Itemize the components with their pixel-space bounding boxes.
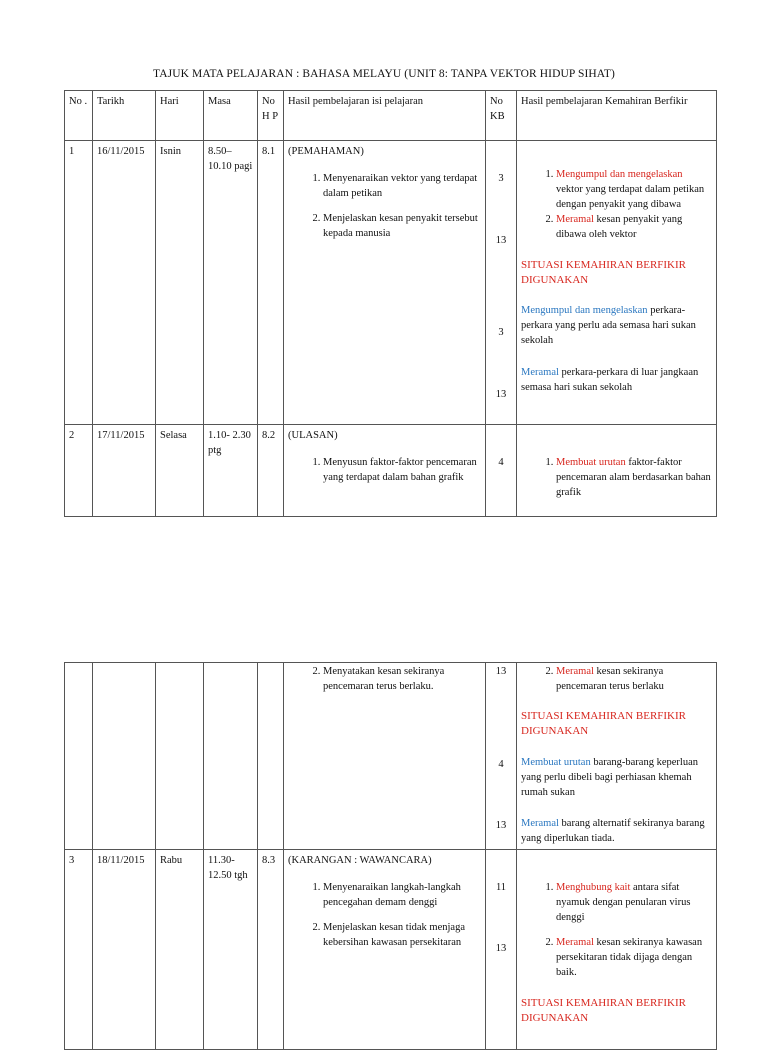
situasi-heading: SITUASI KEMAHIRAN BERFIKIR DIGUNAKAN [521, 997, 687, 1024]
row-nokb [486, 850, 517, 1050]
header-kb: Hasil pembelajaran Kemahiran Berfikir [517, 91, 717, 141]
situasi-item [521, 303, 712, 348]
table-row [65, 663, 717, 850]
kb-number: 13 [495, 666, 507, 677]
objectives-list [288, 171, 481, 241]
header-row [65, 91, 717, 141]
kb-number: 13 [495, 943, 507, 954]
kb-keyword: Meramal [556, 666, 594, 677]
kb-text: kesan sekiranya pencemaran terus berlaku [556, 666, 664, 692]
row-masa: 8.50– 10.10 pagi [204, 141, 258, 425]
objectives-list [288, 664, 481, 694]
row-no: 3 [65, 850, 93, 1050]
kb-keyword: Meramal [556, 214, 594, 225]
row-kb [517, 663, 717, 850]
kb-number: 4 [498, 759, 504, 770]
kb-list [521, 167, 712, 242]
kb-text: perkara-perkara yang perlu ada semasa hari sukan sekolah [521, 305, 696, 346]
situasi-item [521, 755, 712, 800]
row-kb [517, 141, 717, 425]
section-heading: (KARANGAN : WAWANCARA) [288, 855, 432, 866]
kb-list [521, 455, 712, 500]
row-nokb [486, 663, 517, 850]
list-item: 1. Menyusun faktor-faktor pencemaran yang terdapat dalam bahan grafik [323, 455, 481, 485]
row-masa: 11.30- 12.50 tgh [204, 850, 258, 1050]
row-tarikh: 17/11/2015 [93, 425, 156, 517]
objectives-list [288, 880, 481, 950]
kb-number: 13 [495, 235, 507, 246]
table-row [65, 425, 717, 517]
row-no: 1 [65, 141, 93, 425]
header-nohp: No H P [258, 91, 284, 141]
kb-text: faktor-faktor pencemaran alam berdasarkan bahan grafik [556, 457, 711, 498]
page-title: TAJUK MATA PELAJARAN : BAHASA MELAYU (UNIT 8: TANPA VEKTOR HIDUP SIHAT) [153, 68, 615, 80]
kb-text: perkara-perkara di luar jangkaan semasa hari sukan sekolah [521, 367, 699, 393]
kb-number: 3 [498, 327, 504, 338]
table-row [65, 141, 717, 425]
situasi-item [521, 816, 712, 846]
kb-keyword: Membuat urutan [556, 457, 626, 468]
list-item [556, 167, 712, 212]
list-item: 1. Menyenaraikan vektor yang terdapat dalam petikan [323, 171, 481, 201]
kb-number: 13 [495, 389, 507, 400]
row-hasil [284, 141, 486, 425]
row-hari: Isnin [156, 141, 204, 425]
row-nokb [486, 141, 517, 425]
list-item: 2. Menyatakan kesan sekiranya pencemaran terus berlaku. [323, 664, 481, 694]
row-hasil [284, 850, 486, 1050]
row-hari: Rabu [156, 850, 204, 1050]
row-nokb [486, 425, 517, 517]
list-item: 2. Menjelaskan kesan tidak menjaga kebersihan kawasan persekitaran [323, 920, 481, 950]
situasi-heading: SITUASI KEMAHIRAN BERFIKIR DIGUNAKAN [521, 259, 687, 286]
kb-text: barang alternatif sekiranya barang yang diperlukan tiada. [521, 818, 705, 844]
row-masa: 1.10- 2.30 ptg [204, 425, 258, 517]
section-heading: (ULASAN) [288, 430, 338, 441]
kb-text: barang-barang keperluan yang perlu dibeli bagi perhiasan khemah rumah sukan [521, 757, 698, 798]
objectives-list [288, 455, 481, 485]
kb-keyword: Mengumpul dan mengelaskan [521, 305, 648, 316]
row-kb [517, 425, 717, 517]
row-tarikh: 18/11/2015 [93, 850, 156, 1050]
list-item [556, 935, 712, 980]
list-item [556, 664, 712, 694]
kb-text: vektor yang terdapat dalam petikan dengan penyakit yang dibawa [556, 184, 705, 210]
situasi-item [521, 365, 712, 395]
section-heading: (PEMAHAMAN) [288, 146, 364, 157]
kb-keyword: Meramal [521, 367, 559, 378]
row-tarikh: 16/11/2015 [93, 141, 156, 425]
list-item [556, 455, 712, 500]
row-nohp: 8.3 [258, 850, 284, 1050]
kb-list [521, 880, 712, 980]
row-kb [517, 850, 717, 1050]
kb-number: 3 [498, 173, 504, 184]
situasi-heading: SITUASI KEMAHIRAN BERFIKIR DIGUNAKAN [521, 710, 687, 737]
kb-text: kesan penyakit yang dibawa oleh vektor [556, 214, 683, 240]
kb-number: 13 [495, 820, 507, 831]
list-item: 2. Menjelaskan kesan penyakit tersebut kepada manusia [323, 211, 481, 241]
list-item [556, 880, 712, 925]
row-nohp: 8.2 [258, 425, 284, 517]
row-nohp: 8.1 [258, 141, 284, 425]
kb-number: 11 [495, 882, 507, 893]
row-hasil [284, 425, 486, 517]
kb-text: antara sifat nyamuk dengan penularan virus denggi [556, 882, 691, 923]
header-masa: Masa [204, 91, 258, 141]
kb-keyword: Mengumpul dan mengelaskan [556, 169, 683, 180]
lesson-table-part1 [64, 90, 717, 517]
kb-keyword: Membuat urutan [521, 757, 591, 768]
header-hari: Hari [156, 91, 204, 141]
row-no: 2 [65, 425, 93, 517]
list-item: 1. Menyenaraikan langkah-langkah pencegahan demam denggi [323, 880, 481, 910]
row-hari: Selasa [156, 425, 204, 517]
kb-keyword: Meramal [521, 818, 559, 829]
list-item [556, 212, 712, 242]
kb-keyword: Menghubung kait [556, 882, 631, 893]
kb-text: kesan sekiranya kawasan persekitaran tidak dijaga dengan baik. [556, 937, 703, 978]
header-nokb: No KB [486, 91, 517, 141]
header-no: No . [65, 91, 93, 141]
lesson-table-part2 [64, 662, 717, 1050]
row-hasil [284, 663, 486, 850]
kb-keyword: Meramal [556, 937, 594, 948]
kb-list [521, 664, 712, 694]
table-row [65, 850, 717, 1050]
header-tarikh: Tarikh [93, 91, 156, 141]
header-hasil: Hasil pembelajaran isi pelajaran [284, 91, 486, 141]
kb-number: 4 [498, 457, 504, 468]
